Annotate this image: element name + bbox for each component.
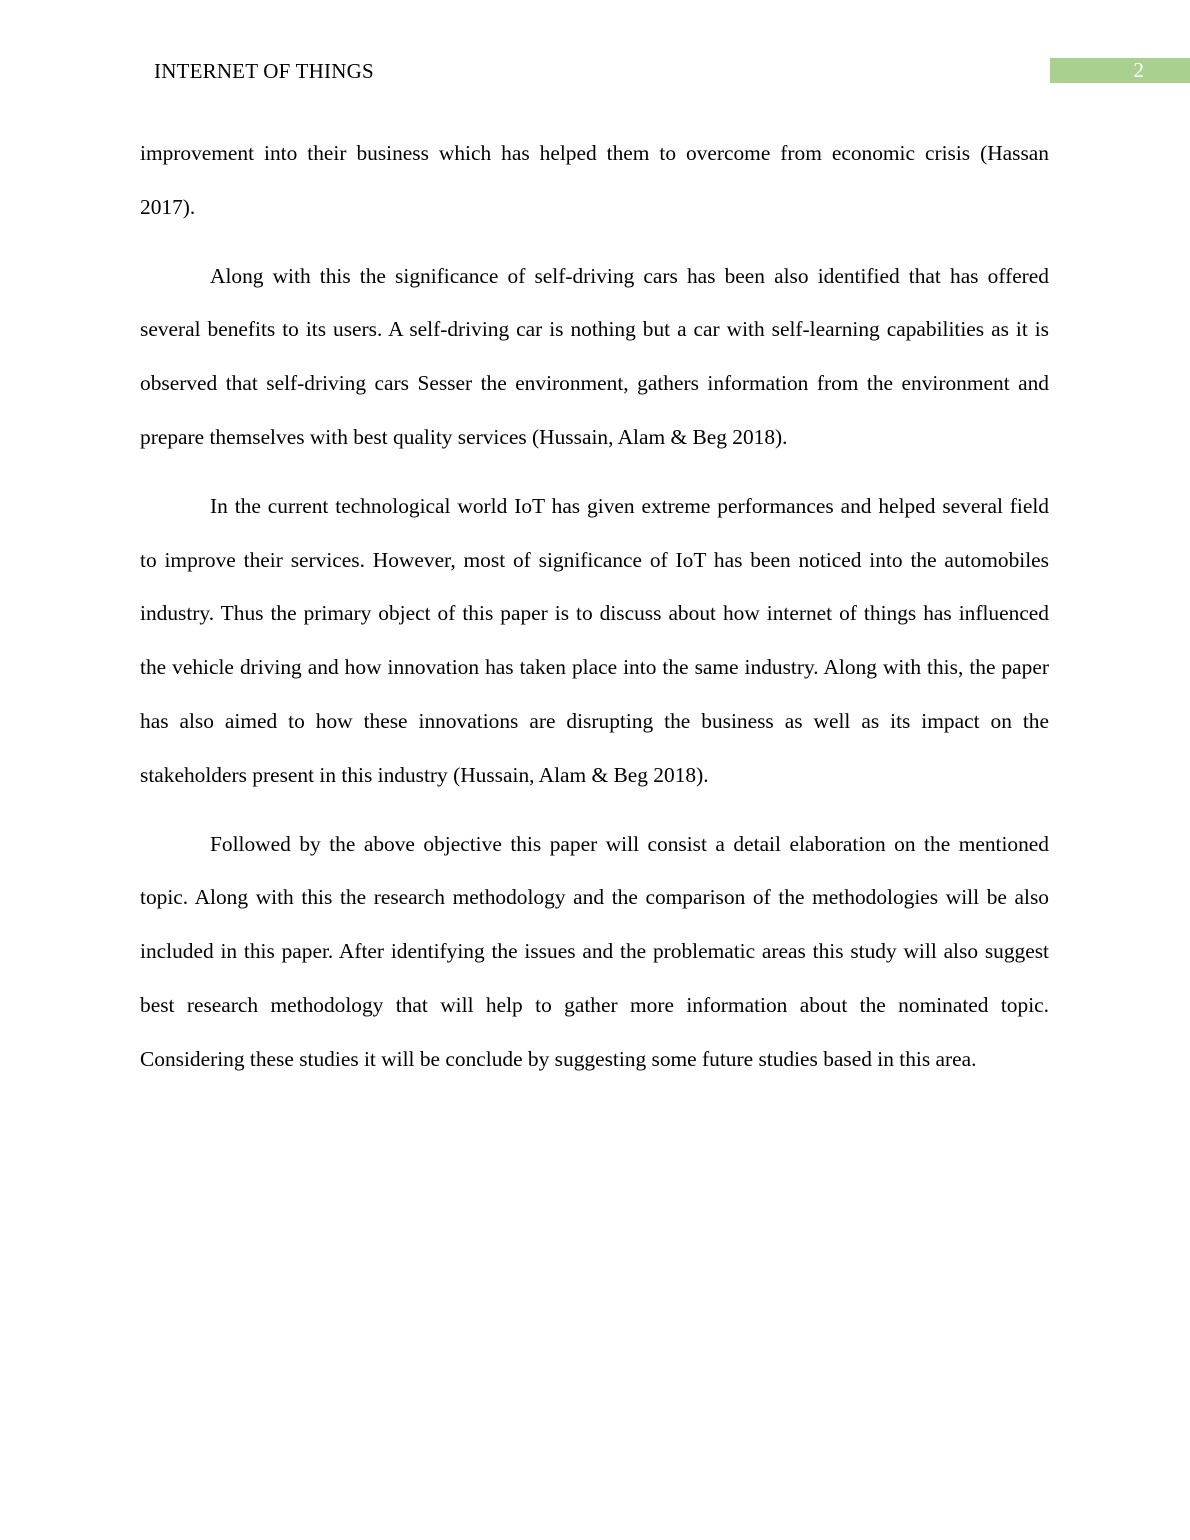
body-text	[140, 127, 1049, 1102]
paragraph-iot-automobiles: In the current technological world IoT has given extreme performances and helped several field to improve their services. However, most of significance of IoT has been noticed into the automobiles industry. Thus the primary object of this paper is to discuss about how internet of things has influenced the vehicle driving and how innovation has taken place into the same industry. Along with this, the paper has also aimed to how these innovations are disrupting the business as well as its impact on the stakeholders present in this industry (Hussain, Alam & Beg 2018).	[140, 493, 1049, 787]
paragraph-continuation: improvement into their business which has helped them to overcome from economic crisis (Hassan 2017).	[140, 141, 1049, 219]
running-head-title: INTERNET OF THINGS	[154, 59, 374, 83]
page-number: 2	[1133, 58, 1144, 82]
paragraph-self-driving-cars: Along with this the significance of self-driving cars has been also identified that has offered several benefits to its users. A self-driving car is nothing but a car with self-learning capabilities as it is observed that self-driving cars Sesser the environment, gathers information from the environment and prepare themselves with best quality services (Hussain, Alam & Beg 2018).	[140, 263, 1049, 449]
page-number-badge	[1050, 58, 1190, 83]
paragraph-paper-objective: Followed by the above objective this paper will consist a detail elaboration on the mentioned topic. Along with this the research methodology and the comparison of the methodologies will be also included in this paper. After identifying the issues and the problematic areas this study will also suggest best research methodology that will help to gather more information about the nominated topic. Considering these studies it will be conclude by suggesting some future studies based in this area.	[140, 831, 1049, 1071]
